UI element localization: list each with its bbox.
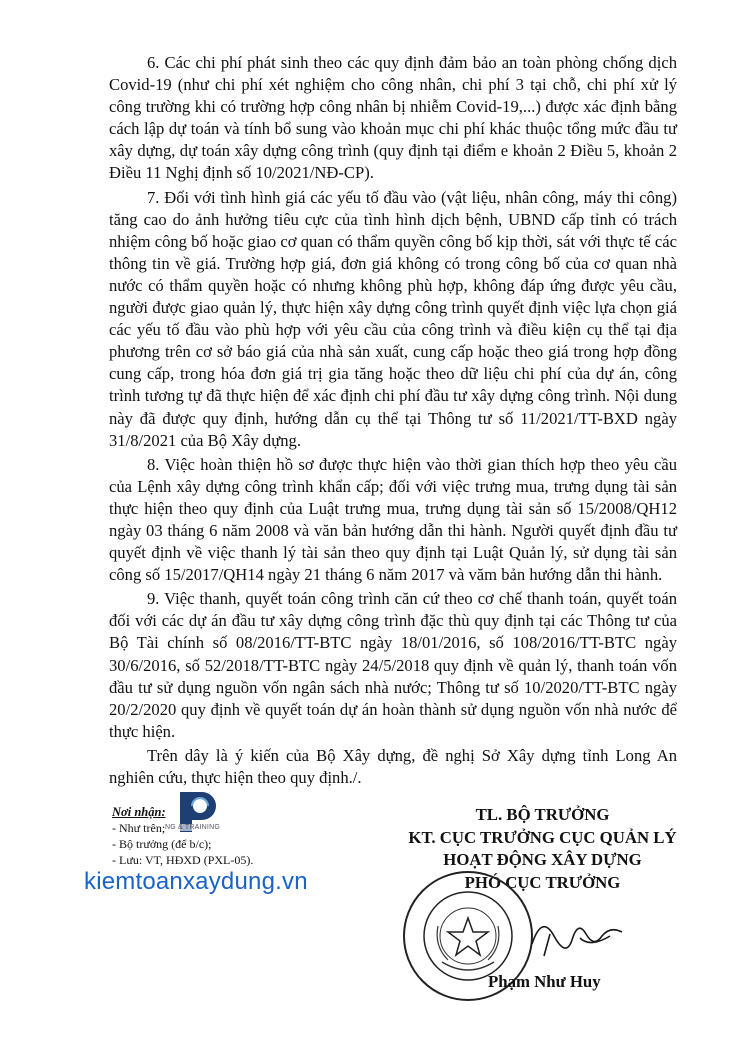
paragraph-6: 6. Các chi phí phát sinh theo các quy định đảm bảo an toàn phòng chống dịch Covid-19 (như chi phí xét nghiệm cho công nhân, chi phí 3 tại chỗ, chi phí xử lý công trường khi có trường hợp công nhân bị nhiễm Covid-19,...) được xác định bằng cách lập dự toán và tính bổ sung vào khoản mục chi phí khác thuộc tổng mức đầu tư xây dựng, dự toán xây dựng công trình (quy định tại điểm e khoản 2 Điều 5, khoản 2 Điều 11 Nghị định số 10/2021/NĐ-CP). xyxy=(109,53,677,183)
paragraph-8: 8. Việc hoàn thiện hồ sơ được thực hiện vào thời gian thích hợp theo yêu cầu của Lệnh xây dựng công trình khẩn cấp; đối với việc trưng mua, trưng dụng tài sản thực hiện theo quy định của Luật trưng mua, trưng dụng tài sản số 15/2008/QH12 ngày 03 tháng 6 năm 2008 và văn bản hướng dẫn thi hành. Người quyết định đầu tư quyết định về việc thanh lý tài sản theo quy định tại Luật Quản lý, sử dụng tài sản công số 15/2017/QH14 ngày 21 tháng 6 năm 2017 và văm bản hướng dẫn thi hành. xyxy=(109,454,677,585)
paragraph-9: 9. Việc thanh, quyết toán công trình căn cứ theo cơ chế thanh toán, quyết toán đối với các dự án đầu tư xây dựng công trình đặc thù quy định tại các Thông tư của Bộ Tài chính số 08/2016/TT-BTC ngày 18/01/2016, số 108/2016/TT-BTC ngày 30/6/2016, số 52/2018/TT-BTC ngày 24/5/2018 quy định về quản lý, thanh toán vốn đầu tư sử dụng nguồn vốn ngân sách nhà nước; Thông tư số 10/2020/TT-BTC ngày 20/2/2020 quy định về quyết toán dự án hoàn thành sử dụng nguồn vốn nhà nước để thực hiện. xyxy=(109,589,677,741)
sign-line-3: HOẠT ĐỘNG XÂY DỰNG xyxy=(443,850,642,869)
paragraph-7: 7. Đối với tình hình giá các yếu tố đầu vào (vật liệu, nhân công, máy thi công) tăng cao do ảnh hưởng tiêu cực của tình hình dịch bệnh, UBND cấp tỉnh có trách nhiệm công bố hoặc giao cơ quan có thẩm quyền công bố kịp thời, sát với thực tế các thông tin về giá. Trường hợp giá, đơn giá không có trong công bố của cơ quan nhà nước có thẩm quyền hoặc có nhưng không phù hợp, không đáp ứng được yêu cầu, người được giao quản lý, thực hiện xây dựng công trình quyết định việc lựa chọn giá các yếu tố đầu vào phù hợp với yêu cầu của công trình và điều kiện cụ thể tại địa phương trên cơ sở báo giá của nhà sản xuất, cung cấp hoặc theo giá trong hợp đồng cung cấp, trong hóa đơn giá trị gia tăng hoặc theo dữ liệu chi phí của dự án, công trình tương tự đã thực hiện để xác định chi phí đầu tư xây dựng công trình. Nội dung này đã được quy định, hướng dẫn cụ thể tại Thông tư số 11/2021/TT-BXD ngày 31/8/2021 của Bộ Xây dựng. xyxy=(109,187,677,450)
logo-caption: NG & TRAINING xyxy=(165,824,220,831)
recipient-item: - Lưu: VT, HĐXD (PXL-05). xyxy=(112,853,254,867)
sign-line-1: TL. BỘ TRƯỞNG xyxy=(475,805,610,824)
website-watermark: kiemtoanxaydung.vn xyxy=(84,868,308,895)
sign-line-2: KT. CỤC TRƯỞNG CỤC QUẢN LÝ xyxy=(408,827,677,847)
recipient-item: - Như trên; xyxy=(112,821,166,835)
recipients-title: Nơi nhận: xyxy=(112,805,166,819)
sign-line-4: PHÓ CỤC TRƯỞNG xyxy=(464,872,621,892)
recipient-item: - Bộ trưởng (để b/c); xyxy=(112,837,212,851)
document-body xyxy=(109,52,677,789)
handwritten-signature-icon xyxy=(520,904,640,964)
closing-paragraph: Trên dây là ý kiến của Bộ Xây dựng, đề nghị Sở Xây dựng tỉnh Long An nghiên cứu, thực hiện theo quy định./. xyxy=(109,745,677,787)
signer-name: Phạm Như Huy xyxy=(488,972,601,991)
recipients-block xyxy=(112,804,352,868)
